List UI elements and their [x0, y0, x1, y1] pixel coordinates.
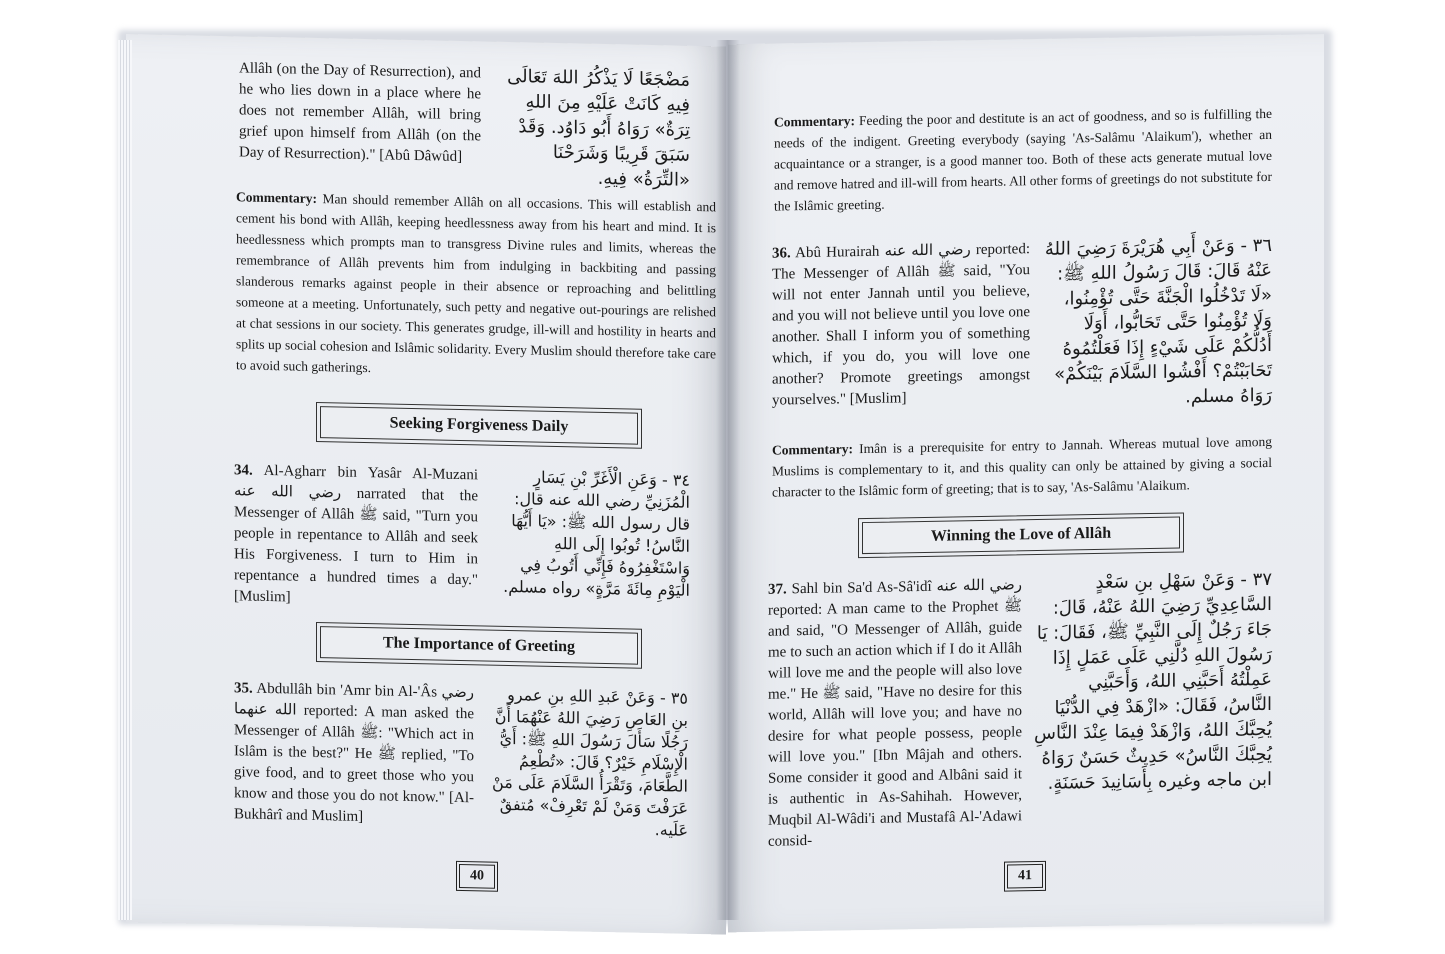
heading-text: Seeking Forgiveness Daily: [320, 406, 638, 445]
hadith-text: Al-Agharr bin Yasâr Al-Muzani رضي الله عنه narrated that the Messenger of Allâh ﷺ said, "Turn you people in repentance to Allâh and seek His Forgiveness. I turn to Him in repentance a hundred times a day." [Muslim]: [234, 462, 479, 606]
heading-text: Winning the Love of Allâh: [862, 517, 1180, 555]
heading-winning-love-of-allah: [858, 512, 1184, 558]
left-page: [126, 34, 726, 935]
commentary: [236, 186, 716, 385]
commentary-label: Commentary:: [774, 113, 855, 130]
page-number-40: [456, 861, 498, 892]
hadith-text: Abû Hurairah رضي الله عنه reported: The Messenger of Allâh ﷺ said, "You will not enter Jannah until you believe, and you will not believe until you love one another. Shall I inform you of something which, if you do, you will love one another? Promote greetings amongst yourselves." [Muslim]: [772, 241, 1030, 409]
hadith-text: Abdullâh bin 'Amr bin Al-'Âs رضي الله عنهما reported: A man asked the Messenger of Allâh ﷺ: "Which act in Islâm is the best?" He ﷺ replied, "To give food, and to greet those who you know and those you do not know." [Al-Bukhârî and Muslim]: [234, 680, 475, 825]
commentary-1: [774, 103, 1272, 217]
page-number-text: 41: [1007, 864, 1043, 889]
heading-seeking-forgiveness: [316, 402, 642, 449]
page-number-41: [1004, 861, 1046, 892]
hadith-text: Sahl bin Sa'd As-Sâ'idî رضي الله عنه reported: A man came to the Prophet ﷺ and said, "O Messenger of Allâh, guide me to such an action which if I do it Allâh will love me and the people will also love me." He ﷺ said, "Have no desire for this world, Allâh will love you; and have no desire for what people possess, people will love you." [Ibn Mâjah and others. Some consider it good and Albâni said it is authentic in As-Sahihah. However, Muqbil Al-Wâdi'i and Mustafâ Al-'Adawi consid-: [768, 577, 1022, 850]
commentary-label: Commentary:: [772, 441, 853, 458]
hadith-number: 36.: [772, 245, 791, 262]
hadith-number: 37.: [768, 581, 787, 598]
hadith-36-arabic: ٣٦ - وَعَنْ أَبِي هُرَيْرَةَ رَضِيَ اللهُ عَنْهُ قَالَ: قَالَ رَسُولُ اللهِ ﷺ: «لَا تَدْخُلُوا الْجَنَّةَ حَتَّى تُؤْمِنُوا، وَلَا تُؤْمِنُوا حَتَّى تَحَابُّوا، أَوَلَا أَدُلُّكُمْ عَلَى شَيْءٍ إِذَا فَعَلْتُمُوهُ تَحَابَبْتُمْ؟ أَفْشُوا السَّلَامَ بَيْنَكُمْ» رَوَاهُ مسلم.: [1044, 234, 1272, 408]
book-gutter: [716, 40, 740, 920]
hadith-number: 35.: [234, 680, 253, 697]
commentary-text: Man should remember Allâh on all occasions. This will establish and cement his bond with Allâh, keeping heedlessness away from his heart and mind. It is heedlessness which prompts man to transgress Divine rules and limits, whereas the remembrance of Allâh prevents him from indulging in backbiting and passing slanderous remarks against people in their absence or reproaching and belittling someone at a meeting. Unfortunately, such petty and negative out-pourings are relished at chat sessions in our society. This generates grudge, ill-will and hostility in hearts and splits up social cohesion and Islâmic solidarity. Every Muslim should therefore take care to avoid such gatherings.: [236, 191, 717, 376]
hadith-35-arabic: ٣٥ - وَعَنْ عَبدِ اللهِ بنِ عمرو بنِ العَاصِ رَضِيَ اللهُ عَنْهُمَا أَنَّ رَجُلًا سَأَلَ رَسُولَ اللهِ ﷺ: أَيُّ الْإِسْلَامِ خَيْرٌ؟ قَالَ: «تُطْعِمُ الطَّعَامَ، وَتَقْرَأُ السَّلَامَ عَلَى مَنْ عَرَفْتَ وَمَنْ لَمْ تَعْرِفْ» مُتفقٌ عَلَيه.: [492, 684, 688, 840]
hadith-37-english: [768, 575, 1022, 852]
intro-english: Allâh (on the Day of Resurrection), and he who lies down in a place where he does not remember Allâh, will bring grief upon himself from Allâh (on the Day of Resurrection)." [Abû Dâwûd]: [239, 60, 481, 166]
hadith-37-arabic: ٣٧ - وَعَنْ سَهْلِ بنِ سَعْدٍ السَّاعِدِيِّ رَضِيَ اللهُ عَنْهُ، قَالَ: جَاءَ رَجُلٌ إِلَى النَّبِيِّ ﷺ، فَقَالَ: يَا رَسُولَ اللهِ دُلَّنِي عَلَى عَمَلٍ إِذَا عَمِلْتُهُ أَحَبَّنِي اللهُ، وَأَحَبَّنِي النَّاسُ، فَقَالَ: «ازْهَدْ فِي الدُّنْيَا يُحِبَّكَ اللهُ، وَازْهَدْ فِيمَا عِنْدَ النَّاسِ يُحِبَّكَ النَّاسُ» حَدِيثٌ حَسَنٌ رَوَاهُ ابن ماجه وغيره بِأَسَانِيدَ حَسَنَةٍ.: [1034, 568, 1272, 794]
page-number-text: 40: [459, 864, 495, 889]
commentary-label: Commentary:: [236, 189, 317, 207]
heading-importance-of-greeting: [316, 622, 642, 669]
hadith-35-english: [234, 678, 474, 830]
hadith-34-arabic: ٣٤ - وَعَنِ الْأَغَرِّ بْنِ يَسَارٍ الْمُزَنِيِّ رضي الله عنه قال: قال رسول الله ﷺ: «يَا أَيُّهَا النَّاسُ! تُوبُوا إِلَى اللهِ وَاسْتَغْفِرُوهُ فَإِنِّي أَتُوبُ فِي الْيَوْمِ مِائَةَ مَرَّةٍ» رواه مسلم.: [503, 467, 690, 600]
heading-text: The Importance of Greeting: [320, 626, 638, 665]
commentary-2: [772, 431, 1272, 503]
hadith-36-english: [772, 239, 1030, 412]
hadith-number: 34.: [234, 462, 253, 479]
intro-arabic: مَضْجَعًا لَا يَذْكُرُ اللهَ تَعَالَى فِيهِ كَانَتْ عَلَيْهِ مِنَ اللهِ تِرَةٌ» رَوَاهُ أَبُو دَاوُد. وَقَدْ سَبَقَ قَرِيبًا وَشَرَحْنَا «التِّرَةُ» فِيهِ.: [507, 65, 690, 191]
commentary-text: Feeding the poor and destitute is an act of goodness, and so is fulfilling the needs of the indigent. Greeting everybody (saying 'As-Salâmu 'Alaikum'), whether an acquaintance or a stranger, is a good manner too. Both of these acts generate mutual love and remove hatred and ill-will from hearts. All other forms of greetings do not substitute for the Islâmic greeting.: [774, 105, 1272, 214]
hadith-34-english: [234, 460, 478, 612]
page-edges: [118, 40, 132, 920]
right-page: [728, 34, 1324, 932]
commentary-text: Imân is a prerequisite for entry to Jannah. Whereas mutual love among Muslims is complementary to it, and this quality can only be attained by giving a social character to the Islâmic form of greeting; that is to say, 'As-Salâmu 'Alaikum.: [772, 433, 1272, 500]
